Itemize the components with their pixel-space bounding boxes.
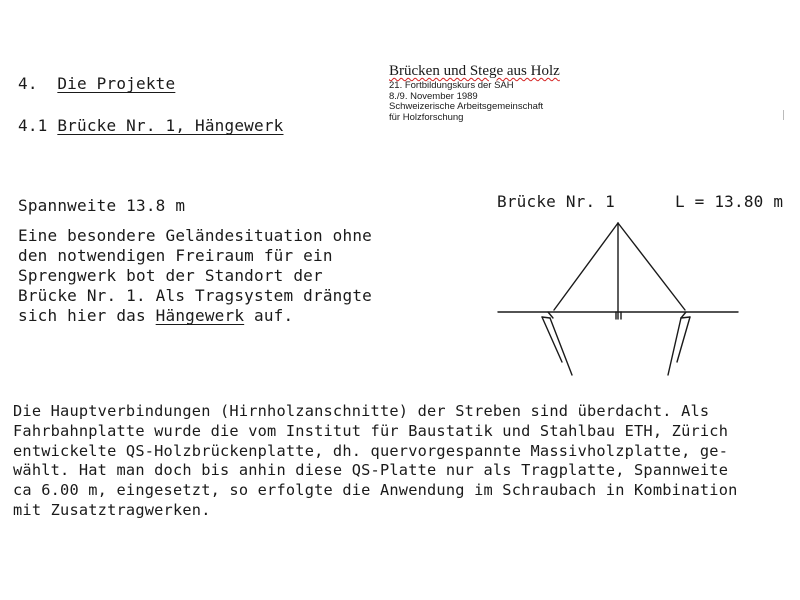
section-heading: 4. Die Projekte [18,74,176,93]
conference-details [389,81,543,123]
conference-line: Schweizerische Arbeitsgemeinschaft [389,101,544,112]
right-abutment-top [681,317,690,318]
conference-line: 8./9. November 1989 [389,90,478,102]
left-abutment-top [542,317,550,318]
paragraph-line: entwickelte QS-Holzbrückenplatte, dh. quervorgespannte Massivholzplatte, ge- [13,441,729,460]
right-abutment-inner [677,317,690,362]
span-label: Spannweite 13.8 m [18,196,186,215]
conference-title: Brücken und Stege aus Holz [389,63,560,79]
paragraph-line: Eine besondere Geländesituation ohne [18,226,372,245]
paragraph-line: sich hier das Hängewerk auf. [18,306,294,325]
subsection-title: Brücke Nr. 1, Hängewerk [57,116,284,135]
scan-mark [783,110,784,120]
left-abutment-edge [548,312,553,318]
paragraph-line: Sprengwerk bot der Standort der [18,266,323,285]
diagram-title: Brücke Nr. 1 [497,192,615,211]
section-title: Die Projekte [57,74,176,93]
left-strut [554,223,618,310]
body-paragraph [13,402,738,521]
subsection-heading: 4.1 Brücke Nr. 1, Hängewerk [18,116,284,135]
paragraph-line: Fahrbahnplatte wurde die vom Institut für Baustatik und Stahlbau ETH, Zürich [13,421,729,440]
conference-line: für Holzforschung [389,111,464,123]
intro-paragraph [18,226,372,326]
bridge-diagram [490,215,760,380]
paragraph-line: ca 6.00 m, eingesetzt, so erfolgte die Anwendung im Schraubach in Kombination [13,481,738,500]
diagram-length-label: L = 13.80 m [675,192,784,211]
paragraph-line: mit Zusatztragwerken. [13,500,211,519]
right-strut [618,223,685,310]
paragraph-line: wählt. Hat man doch bis anhin diese QS-Platte nur als Tragplatte, Spannweite [13,461,729,480]
haengewerk-term: Hängewerk [155,306,245,325]
paragraph-line: Brücke Nr. 1. Als Tragsystem drängte [18,286,372,305]
right-abutment-slope [668,318,681,375]
paragraph-line: Die Hauptverbindungen (Hirnholzanschnitte) der Streben sind überdacht. Als [13,402,710,420]
conference-line: 21. Fortbildungskurs der SAH [389,80,514,91]
paragraph-line: den notwendigen Freiraum für ein [18,246,333,265]
left-abutment-slope [550,318,572,375]
